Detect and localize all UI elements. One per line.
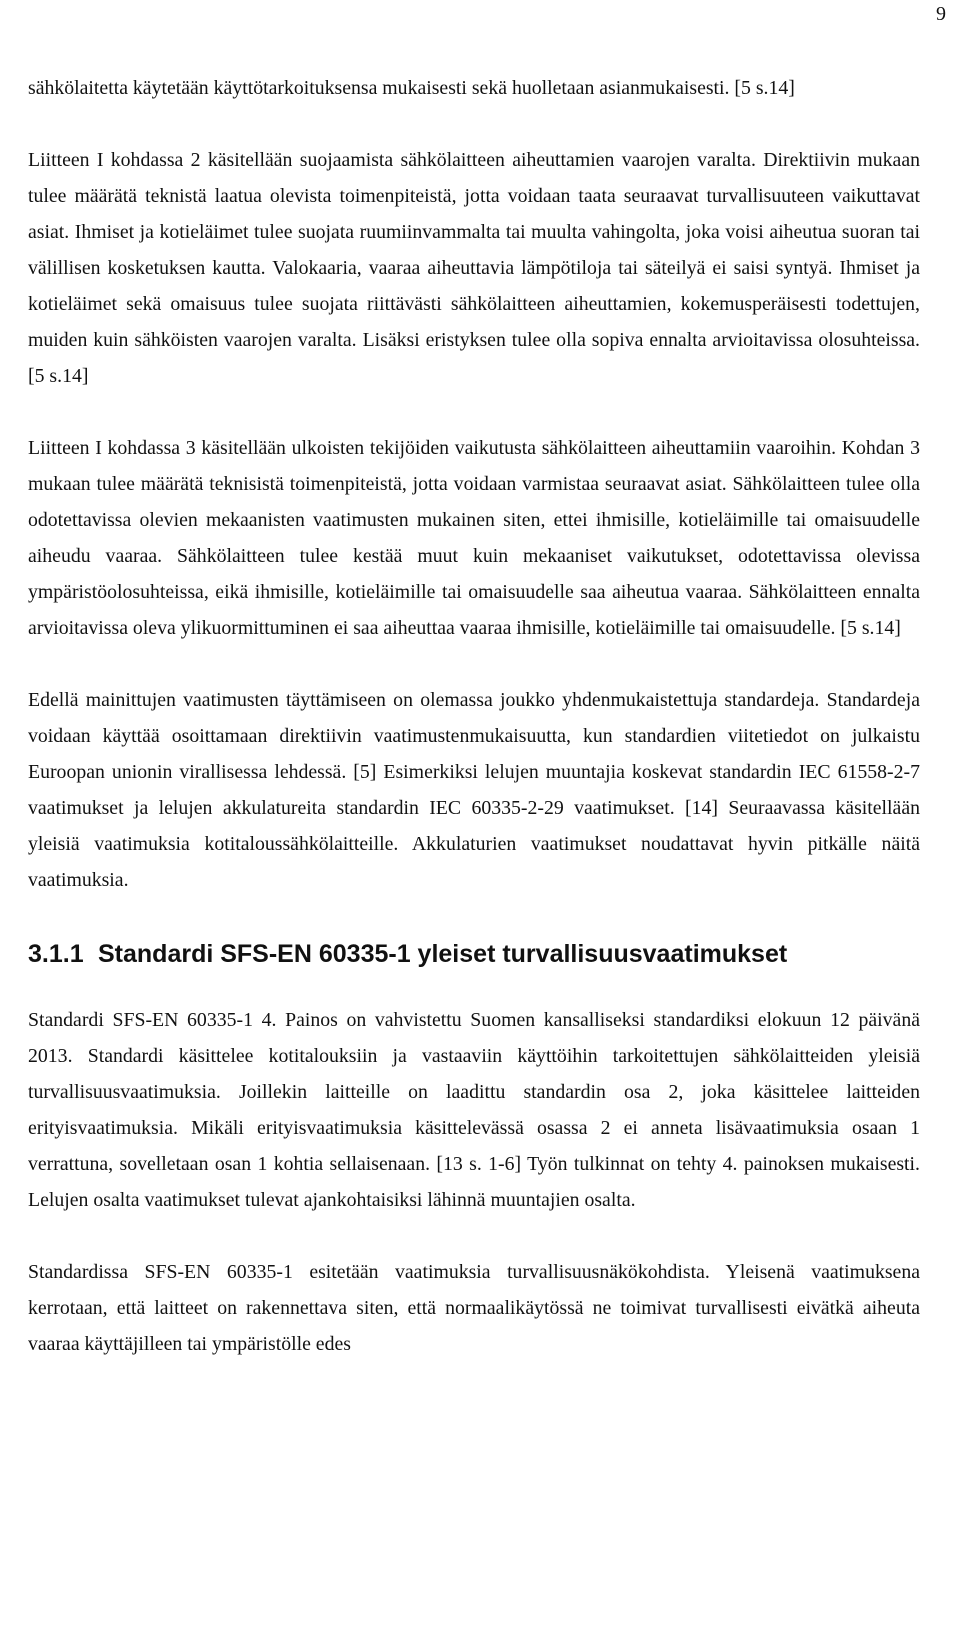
paragraph-2: Liitteen I kohdassa 2 käsitellään suojaamista sähkölaitteen aiheuttamien vaarojen varalta. Direktiivin mukaan tulee määrätä teknistä laatua olevista toimenpiteistä, jotta voidaan taata seuraavat turvallisuuteen vaikuttavat asiat. Ihmiset ja kotieläimet tulee suojata ruumiinvammalta tai muulta vahingolta, joka voisi aiheutua suoran tai välillisen kosketuksen kautta. Valokaaria, vaaraa aiheuttavia lämpötiloja tai säteilyä ei saisi syntyä. Ihmiset ja kotieläimet sekä omaisuus tulee suojata riittävästi sähkölaitteen aiheuttamien, kokemusperäisesti todettujen, muiden kuin sähköisten vaarojen varalta. Lisäksi eristyksen tulee olla sopiva ennalta arvioitavissa olosuhteissa. [5 s.14] [28, 149, 920, 387]
paragraph-3: Liitteen I kohdassa 3 käsitellään ulkoisten tekijöiden vaikutusta sähkölaitteen aiheuttamiin vaaroihin. Kohdan 3 mukaan tulee määrätä teknisistä toimenpiteistä, jotta voidaan varmistaa seuraavat asiat. Sähkölaitteen tulee olla odotettavissa olevien mekaanisten vaatimusten mukainen siten, ettei ihmisille, kotieläimille tai omaisuudelle aiheudu vaaraa. Sähkölaitteen tulee kestää muut kuin mekaaniset vaikutukset, odotettavissa olevissa ympäristöolosuhteissa, eikä ihmisille, kotieläimille tai omaisuudelle saa aiheutua vaaraa. Sähkölaitteen ennalta arvioitavissa oleva ylikuormittuminen ei saa aiheuttaa vaaraa ihmisille, kotieläimille tai omaisuudelle. [5 s.14] [28, 437, 920, 639]
section-number: 3.1.1 [28, 940, 84, 968]
paragraph-5: Standardi SFS-EN 60335-1 4. Painos on vahvistettu Suomen kansalliseksi standardiksi elokuun 12 päivänä 2013. Standardi käsittelee kotitalouksiin ja vastaaviin käyttöihin tarkoitettujen sähkölaitteiden yleisiä turvallisuusvaatimuksia. Joillekin laitteille on laadittu standardin osa 2, joka käsittelee laitteiden erityisvaatimuksia. Mikäli erityisvaatimuksia käsittelevässä osassa 2 ei anneta lisävaatimuksia osaan 1 verrattuna, sovelletaan osan 1 kohtia sellaisenaan. [13 s. 1-6] Työn tulkinnat on tehty 4. painoksen mukaisesti. Lelujen osalta vaatimukset tulevat ajankohtaisiksi lähinnä muuntajien osalta. [28, 1009, 920, 1211]
paragraph-6: Standardissa SFS-EN 60335-1 esitetään vaatimuksia turvallisuusnäkökohdista. Yleisenä vaatimuksena kerrotaan, että laitteet on rakennettava siten, että normaalikäytössä ne toimivat turvallisesti eivätkä aiheuta vaaraa käyttäjilleen tai ympäristölle edes [28, 1261, 920, 1355]
page-number: 9 [936, 3, 946, 25]
document-body [28, 70, 920, 1362]
paragraph-4: Edellä mainittujen vaatimusten täyttämiseen on olemassa joukko yhdenmukaistettuja standardeja. Standardeja voidaan käyttää osoittamaan direktiivin vaatimustenmukaisuutta, kun standardien viitetiedot on julkaistu Euroopan unionin virallisessa lehdessä. [5] Esimerkiksi lelujen muuntajia koskevat standardin IEC 61558-2-7 vaatimukset ja lelujen akkulatureita standardin IEC 60335-2-29 vaatimukset. [14] Seuraavassa käsitellään yleisiä vaatimuksia kotitaloussähkölaitteille. Akkulaturien vaatimukset noudattavat hyvin pitkälle näitä vaatimuksia. [28, 689, 920, 891]
paragraph-1: sähkölaitetta käytetään käyttötarkoituksensa mukaisesti sekä huolletaan asianmukaisesti. [5 s.14] [28, 77, 795, 99]
section-heading [28, 936, 920, 972]
section-title: Standardi SFS-EN 60335-1 yleiset turvallisuusvaatimukset [98, 940, 788, 968]
